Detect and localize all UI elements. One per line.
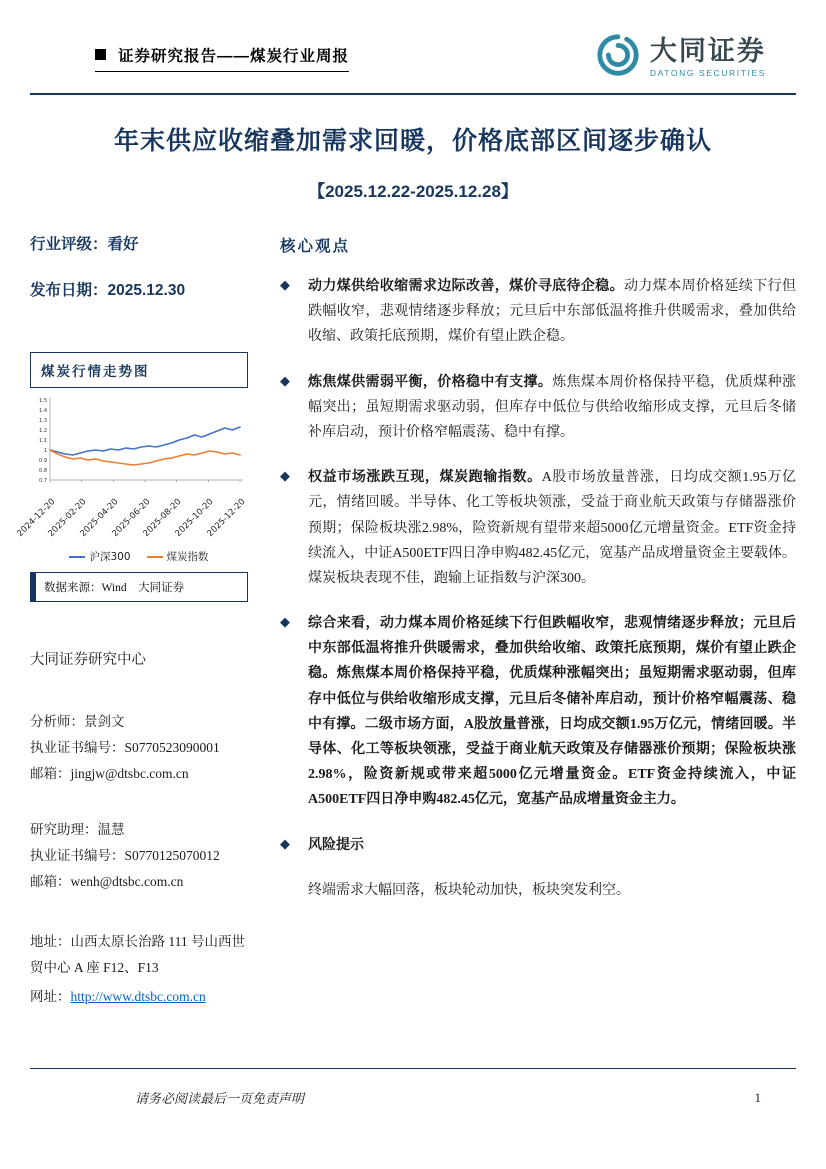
page-footer — [30, 1088, 796, 1107]
sidebar — [15, 232, 256, 1005]
bullet-diamond-icon: ◆ — [280, 468, 290, 484]
risk-body: 终端需求大幅回落，板块轮动加快，板块突发利空。 — [308, 882, 630, 898]
datong-logo-icon — [595, 32, 641, 83]
svg-text:1.3: 1.3 — [39, 417, 47, 424]
bullet-item — [280, 370, 796, 446]
analyst-name: 分析师：景剑文 — [30, 714, 125, 729]
risk-section — [280, 833, 796, 858]
hs300-line-swatch — [69, 556, 85, 558]
company-address: 地址：山西太原长治路 111 号山西世贸中心 A 座 F12、F13 — [30, 934, 245, 975]
footer-disclaimer: 请务必阅读最后一页免责声明 — [135, 1091, 305, 1106]
research-center-name: 大同证券研究中心 — [30, 652, 146, 668]
assistant-group — [30, 817, 256, 895]
footer-divider — [30, 1068, 796, 1069]
bullet-diamond-icon: ◆ — [280, 372, 290, 388]
page-header — [0, 0, 826, 91]
bullet-item — [280, 274, 796, 350]
x-axis-label: 2025-02-20 — [46, 497, 89, 540]
bullet-text: 综合来看，动力煤本周价格延续下行但跌幅收窄，悲观情绪逐步释放；元旦后中东部低温将推升供暖需求，叠加供给收缩、政策托底预期，煤价有望止跌企稳。炼焦煤本周价格保持平稳，优质煤种涨幅突出；虽短期需求驱动弱，但库存中低位与供给收缩形成支撑，元旦后冬储补库启动，预计价格窄幅震荡、稳中有撑。二级市场方面，A股放量普涨，日均成交额1.95万亿元，情绪回暖。半导体、化工等板块领涨，受益于商业航天政策及存储器涨价预期；保险板块涨2.98%，险资新规或带来超5000亿元增量资金。ETF资金持续流入，中证A500ETF四日净申购482.45亿元，宽基产品成增量资金主力。 — [308, 616, 796, 808]
coal-trend-chart-panel — [15, 352, 248, 602]
core-views-heading: 核心观点 — [280, 238, 351, 255]
report-tag: 证券研究报告——煤炭行业周报 — [118, 47, 350, 65]
analyst-email: 邮箱：jingjw@dtsbc.com.cn — [30, 766, 189, 781]
x-axis-label: 2025-12-20 — [205, 497, 248, 540]
page-title: 年末供应收缩叠加需求回暖，价格底部区间逐步确认 — [113, 127, 712, 155]
analyst-cert: 执业证书编号：S0770523090001 — [30, 740, 220, 755]
legend-item-hs300 — [69, 549, 130, 564]
logo-name-cn: 大同证券 — [649, 36, 766, 67]
bullet-text: 权益市场涨跌互现，煤炭跑输指数。A股市场放量普涨，日均成交额1.95万亿元，情绪回暖。半导体、化工等板块领涨，受益于商业航天政策与存储器涨价预期；保险板块涨2.98%，险资新规有望带来超5000亿元增量资金。ETF资金持续流入，中证A500ETF四日净申购482.45亿元，宽基产品成增量资金主要载体。煤炭板块表现不佳，跑输上证指数与沪深300。 — [308, 470, 796, 586]
industry-rating: 行业评级：看好 — [30, 236, 139, 253]
bullet-text: 炼焦煤供需弱平衡，价格稳中有支撑。炼焦煤本周价格保持平稳，优质煤种涨幅突出；虽短期需求驱动弱，但库存中低位与供给收缩形成支撑，元旦后冬储补库启动，预计价格窄幅震荡、稳中有撑。 — [308, 374, 797, 440]
black-square-icon — [95, 49, 106, 60]
chart-data-source: 数据来源：Wind 大同证券 — [30, 572, 248, 602]
trend-chart-svg — [30, 394, 248, 490]
risk-heading: 风险提示 — [308, 837, 364, 853]
svg-text:0.7: 0.7 — [39, 477, 47, 484]
report-date-range: 【2025.12.22-2025.12.28】 — [308, 182, 518, 201]
assistant-name: 研究助理：温慧 — [30, 822, 125, 837]
x-axis-label: 2025-06-20 — [110, 497, 153, 540]
assistant-email: 邮箱：wenh@dtsbc.com.cn — [30, 874, 184, 889]
report-tag-block — [95, 44, 349, 72]
bullet-list — [280, 274, 796, 813]
svg-text:1.1: 1.1 — [39, 437, 47, 444]
x-axis-label: 2024-12-20 — [15, 497, 58, 540]
bullet-diamond-icon: ◆ — [280, 277, 290, 292]
website-link[interactable]: http://www.dtsbc.com.cn — [70, 989, 206, 1004]
coal-index-line-swatch — [147, 556, 163, 558]
chart-legend — [30, 549, 248, 564]
assistant-cert: 执业证书编号：S0770125070012 — [30, 848, 220, 863]
svg-text:0.8: 0.8 — [39, 467, 47, 474]
svg-text:1: 1 — [43, 447, 47, 454]
website-line — [30, 985, 256, 1005]
legend-item-coal-index — [147, 549, 209, 564]
chart-title: 煤炭行情走势图 — [30, 352, 248, 388]
bullet-item — [280, 465, 796, 591]
contact-block — [30, 709, 256, 895]
header-divider — [30, 93, 796, 95]
x-axis-label: 2025-10-20 — [173, 497, 216, 540]
bullet-diamond-icon: ◆ — [280, 614, 290, 630]
x-axis-label: 2025-08-20 — [141, 497, 184, 540]
logo-name-en: DATONG SECURITIES — [649, 67, 766, 78]
svg-text:0.9: 0.9 — [39, 457, 47, 464]
chart-x-labels — [15, 497, 248, 549]
main-column — [280, 232, 796, 1005]
svg-text:1.2: 1.2 — [39, 427, 47, 434]
company-logo — [595, 32, 766, 83]
bullet-diamond-icon: ◆ — [280, 835, 290, 851]
chart-body — [15, 388, 248, 564]
svg-text:1.4: 1.4 — [39, 407, 47, 414]
publish-date: 发布日期：2025.12.30 — [30, 282, 186, 299]
website-label: 网址： — [30, 989, 71, 1004]
page-number: 1 — [754, 1089, 761, 1105]
x-axis-label: 2025-04-20 — [78, 497, 121, 540]
legend-label: 煤炭指数 — [166, 551, 209, 563]
content-area — [15, 232, 797, 1005]
bullet-item — [280, 611, 796, 813]
analyst-group — [30, 709, 256, 787]
logo-text — [650, 37, 766, 77]
legend-label: 沪深300 — [89, 551, 131, 563]
svg-text:1.5: 1.5 — [39, 397, 47, 404]
bullet-text: 动力煤供给收缩需求边际改善，煤价寻底待企稳。动力煤本周价格延续下行但跌幅收窄，悲观情绪逐步释放；元旦后中东部低温将推升供暖需求，叠加供给收缩、政策托底预期，煤价有望止跌企稳。 — [308, 279, 796, 345]
